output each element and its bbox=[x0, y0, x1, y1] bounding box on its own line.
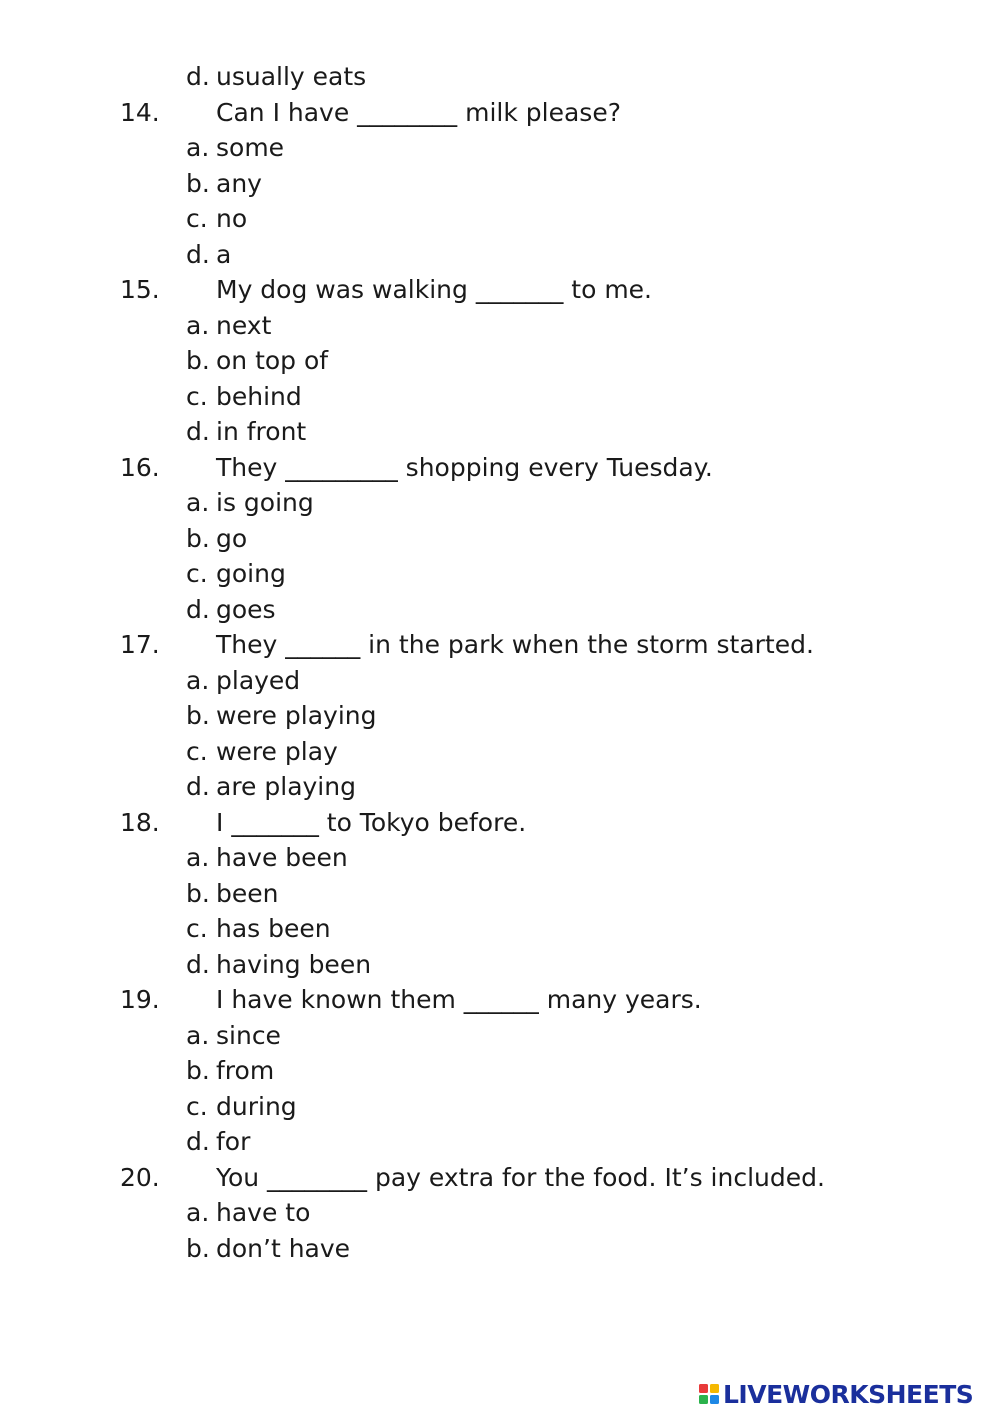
question-number: 17. bbox=[120, 630, 160, 659]
option-text: during bbox=[216, 1091, 297, 1121]
option-20b[interactable] bbox=[0, 1231, 1000, 1267]
option-text: have to bbox=[216, 1198, 311, 1227]
question-number: 19. bbox=[120, 985, 160, 1014]
option-letter: b. bbox=[186, 1056, 210, 1085]
option-text: usually eats bbox=[216, 62, 367, 91]
worksheet bbox=[0, 59, 1000, 1266]
question-text: They _________ shopping every Tuesday. bbox=[216, 452, 713, 482]
option-text: don’t have bbox=[216, 1233, 351, 1263]
question-text: You ________ pay extra for the food. It’s included. bbox=[216, 1162, 825, 1192]
option-letter: d. bbox=[186, 239, 210, 269]
question-17 bbox=[0, 627, 1000, 663]
option-16b[interactable] bbox=[0, 521, 1000, 557]
option-15a[interactable] bbox=[0, 308, 1000, 344]
option-20a[interactable] bbox=[0, 1195, 1000, 1231]
option-17b[interactable] bbox=[0, 698, 1000, 734]
option-14d[interactable] bbox=[0, 237, 1000, 273]
option-15d[interactable] bbox=[0, 414, 1000, 450]
option-19d[interactable] bbox=[0, 1124, 1000, 1160]
option-letter: d. bbox=[186, 1127, 210, 1156]
option-text: go bbox=[216, 523, 248, 553]
option-text: been bbox=[216, 878, 279, 908]
option-letter: c. bbox=[186, 1091, 208, 1121]
option-letter: c. bbox=[186, 736, 208, 766]
option-16a[interactable] bbox=[0, 485, 1000, 521]
option-letter: b. bbox=[186, 701, 210, 730]
option-15b[interactable] bbox=[0, 343, 1000, 379]
liveworksheets-logo-icon bbox=[698, 1383, 720, 1405]
option-letter: a. bbox=[186, 133, 210, 162]
option-letter: a. bbox=[186, 1020, 210, 1050]
option-text: in front bbox=[216, 417, 307, 446]
option-letter: d. bbox=[186, 594, 210, 624]
option-letter: b. bbox=[186, 878, 210, 908]
option-text: were play bbox=[216, 736, 338, 766]
option-14b[interactable] bbox=[0, 166, 1000, 202]
option-text: are playing bbox=[216, 772, 356, 801]
question-number: 14. bbox=[120, 97, 160, 127]
option-15c[interactable] bbox=[0, 379, 1000, 415]
question-14 bbox=[0, 95, 1000, 131]
option-14c[interactable] bbox=[0, 201, 1000, 237]
question-19 bbox=[0, 982, 1000, 1018]
option-text: having been bbox=[216, 949, 372, 979]
option-letter: d. bbox=[186, 417, 210, 446]
option-text: some bbox=[216, 133, 285, 162]
option-text: no bbox=[216, 204, 248, 233]
option-text: have been bbox=[216, 843, 348, 872]
option-letter: d. bbox=[186, 949, 210, 979]
option-17c[interactable] bbox=[0, 734, 1000, 770]
option-14a[interactable] bbox=[0, 130, 1000, 166]
option-letter: a. bbox=[186, 665, 210, 695]
option-letter: a. bbox=[186, 310, 210, 340]
option-letter: a. bbox=[186, 488, 210, 517]
option-text: since bbox=[216, 1020, 281, 1050]
question-text: They ______ in the park when the storm started. bbox=[216, 630, 814, 659]
option-letter: d. bbox=[186, 62, 210, 91]
option-19b[interactable] bbox=[0, 1053, 1000, 1089]
continued-option bbox=[0, 59, 1000, 95]
option-text: next bbox=[216, 310, 272, 340]
liveworksheets-logo[interactable] bbox=[698, 1378, 973, 1410]
question-text: I have known them ______ many years. bbox=[216, 985, 702, 1014]
option-letter: c. bbox=[186, 204, 208, 233]
option-18c[interactable] bbox=[0, 911, 1000, 947]
liveworksheets-logo-text: LIVEWORKSHEETS bbox=[723, 1379, 974, 1409]
question-15 bbox=[0, 272, 1000, 308]
option-18d[interactable] bbox=[0, 947, 1000, 983]
question-16 bbox=[0, 450, 1000, 486]
question-text: Can I have ________ milk please? bbox=[216, 97, 621, 127]
option-text: for bbox=[216, 1127, 251, 1156]
option-letter: a. bbox=[186, 1198, 210, 1227]
question-20 bbox=[0, 1160, 1000, 1196]
option-text: has been bbox=[216, 914, 331, 943]
option-19c[interactable] bbox=[0, 1089, 1000, 1125]
option-letter: c. bbox=[186, 559, 208, 588]
option-letter: d. bbox=[186, 772, 210, 801]
option-letter: b. bbox=[186, 346, 210, 375]
option-text: goes bbox=[216, 594, 276, 624]
option-text: any bbox=[216, 168, 262, 198]
question-number: 18. bbox=[120, 807, 160, 837]
option-text: on top of bbox=[216, 346, 329, 375]
option-18a[interactable] bbox=[0, 840, 1000, 876]
question-text: I _______ to Tokyo before. bbox=[216, 807, 527, 837]
option-18b[interactable] bbox=[0, 876, 1000, 912]
option-16c[interactable] bbox=[0, 556, 1000, 592]
option-letter: b. bbox=[186, 1233, 210, 1263]
option-text: played bbox=[216, 665, 301, 695]
question-text: My dog was walking _______ to me. bbox=[216, 275, 652, 304]
option-17d[interactable] bbox=[0, 769, 1000, 805]
option-letter: b. bbox=[186, 523, 210, 553]
question-number: 15. bbox=[120, 275, 160, 304]
option-letter: c. bbox=[186, 381, 208, 411]
option-text: were playing bbox=[216, 701, 377, 730]
option-text: is going bbox=[216, 488, 314, 517]
question-number: 16. bbox=[120, 452, 160, 482]
option-17a[interactable] bbox=[0, 663, 1000, 699]
option-text: behind bbox=[216, 381, 302, 411]
option-text: from bbox=[216, 1056, 275, 1085]
option-16d[interactable] bbox=[0, 592, 1000, 628]
question-18 bbox=[0, 805, 1000, 841]
option-text: a bbox=[216, 239, 232, 269]
option-letter: a. bbox=[186, 843, 210, 872]
question-number: 20. bbox=[120, 1162, 160, 1192]
option-text: going bbox=[216, 559, 286, 588]
option-letter: b. bbox=[186, 168, 210, 198]
option-19a[interactable] bbox=[0, 1018, 1000, 1054]
option-letter: c. bbox=[186, 914, 208, 943]
